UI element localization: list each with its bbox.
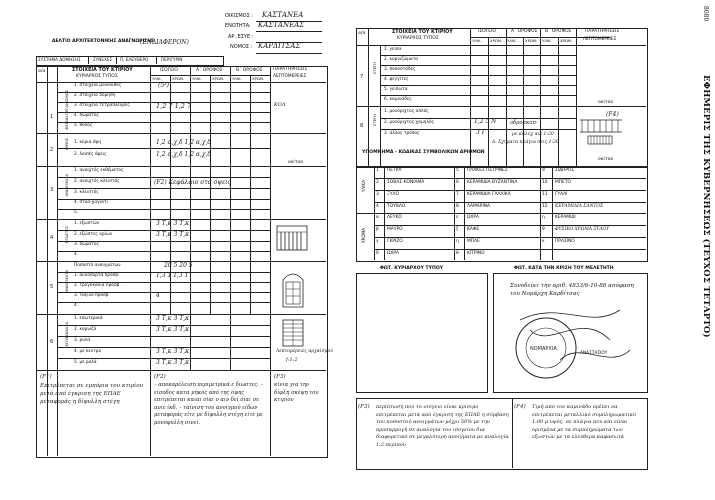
note-f2-marker: (F2) bbox=[154, 374, 166, 380]
legend-cell: ΚΑΦΕ bbox=[467, 227, 480, 232]
legend-cell: 3 bbox=[376, 192, 379, 197]
sub-mat-3: ΥΛΙΚ. bbox=[232, 76, 242, 81]
row-label: 3. κλειστός bbox=[74, 190, 99, 195]
row-label: 2. μονόριχτος χαμηλός bbox=[384, 120, 435, 125]
row-values: (F2) Κεφάλαιο στα όψεις bbox=[154, 179, 231, 186]
row-label: 1. εσωτερικά bbox=[74, 316, 103, 321]
page-number: 8080 bbox=[702, 6, 709, 22]
nomos-label: ΝΟΜΟΣ : bbox=[230, 44, 253, 50]
okito-label: οκίτοο bbox=[288, 160, 304, 165]
row-note: ΚΟΛ bbox=[274, 102, 286, 108]
row-label: Ποσοστό ανοιγμάτων bbox=[74, 263, 121, 268]
svg-text:ΝΟΜΑΡΧΙΑ: ΝΟΜΑΡΧΙΑ bbox=[530, 346, 557, 352]
f4-marker: (F4) bbox=[606, 111, 619, 118]
row-label: 5. με ρολά bbox=[74, 360, 97, 365]
legend-cell: ΚΕΡΑΜΙΔΙΑ ΓΑΛΛΙΚΑ bbox=[467, 192, 511, 197]
okito-label-right-2: οκίτοο bbox=[598, 157, 614, 162]
row-label: 6. καμινάδες bbox=[384, 97, 412, 102]
row-label: 2. εξώστες ορίων bbox=[74, 232, 113, 237]
legend-cell: η bbox=[456, 239, 459, 244]
oikismos-value: ΚΑΣΤΑΝΕΑ bbox=[262, 11, 304, 19]
legend-cell: ΜΑΥΡΟ bbox=[387, 227, 403, 232]
legend-cell: η bbox=[542, 215, 545, 220]
legend-cell: 8 bbox=[456, 204, 459, 209]
header-ground: ΙΣΟΓΕΙΟ bbox=[160, 68, 178, 73]
row-note: υδροσκοπ· bbox=[510, 120, 538, 126]
signature-text: Συνοδεύει την αριθ. 4833/6-10-88 απόφαση του Νομάρχη Καρδίτσας bbox=[510, 283, 634, 298]
section-name: ΕΞΩΣΤΕΣ bbox=[64, 226, 69, 244]
details-label: Λεπτομέρειες αρχαϊσμού bbox=[276, 349, 334, 354]
row-label: 1. γείσα bbox=[384, 47, 402, 52]
header-second: Β΄ ΟΡΟΦΟΣ bbox=[236, 68, 263, 73]
header-element: ΣΤΟΙΧΕΙΑ ΤΟΥ ΚΤΙΡΙΟΥ bbox=[72, 68, 133, 73]
row-label: 5. bbox=[74, 210, 79, 215]
row-label: 4. δώματος bbox=[74, 113, 99, 118]
gazette-title: ΕΦΗΜΕΡΙΣ ΤΗΣ ΚΥΒΕΡΝΗΣΕΩΣ (ΤΕΥΧΟΣ ΤΕΤΑΡΤΟ) bbox=[701, 75, 711, 338]
header-first: Α΄ ΟΡΟΦΟΣ bbox=[196, 68, 223, 73]
r-note-f3-marker: (F3) bbox=[358, 404, 370, 410]
legend-title: ΥΠΟΜΝΗΜΑ - ΚΩΔΙΚΑΣ ΣΥΜΒΟΛΙΚΩΝ ΑΡΙΘΜΩΝ bbox=[362, 150, 485, 155]
note-f2-text: – αποκαρέλειση περιμετρικά ε διωστες. – είσοδος κατα μήκος από της όψης επιτρέπεται καιαι οίαι ο αιν δεί όίαι σε αυιε ίκδ. – ταίνιση του ανοιγμού είδων μεταφοράς είτε με δίφυλλη στέγη είτε με μονόφυλλη σινεί. bbox=[154, 382, 264, 426]
section-name: ΟΨΕΙΣ bbox=[64, 138, 69, 150]
legend-cell: ΣΙΔΗΡΟΣ bbox=[555, 168, 575, 173]
r-sub-2: ΧΡΩΜ. bbox=[490, 38, 503, 43]
row-label: 3. άλλος τρόπος bbox=[384, 131, 420, 136]
row-label: 2. στοιχεία δόμηση bbox=[74, 93, 116, 98]
stamp-name: ΑΝΑΣΤΑΣΙΟΥ bbox=[580, 351, 608, 356]
system-label: ΣΥΣΤΗΜΑ ΔΟΜΗΣΗΣ bbox=[38, 57, 81, 62]
row-values: 3 Τ,κ 3 Τ,κ bbox=[156, 348, 190, 355]
legend-cell: κ bbox=[542, 239, 545, 244]
legend-cell: δ bbox=[376, 251, 379, 256]
r-header-details: ΛΕΠΤΟΜΕΡΕΙΕΣ bbox=[583, 37, 617, 42]
row-label: 3. ρολά bbox=[74, 338, 91, 343]
legend-cell: ΚΕΡΑΜΙΔΙΑ ΣΑΝΤΟΣ bbox=[555, 204, 604, 209]
legend-cell: β bbox=[376, 227, 379, 232]
legend-cell: 10 bbox=[542, 180, 548, 185]
row-values: 3 Τ,κ 3 Τ,κ bbox=[156, 220, 190, 227]
legend-cell: ΩΧΡΑ bbox=[387, 251, 400, 256]
r-header-remarks: ΠΑΡΑΤΗΡΗΣΕΙΣ bbox=[585, 29, 620, 34]
row-label: 4. bbox=[74, 252, 79, 257]
legend-cell: ΚΕΡΑΜΙΔΙ bbox=[555, 215, 576, 220]
note-f3-text: κίνια για την δίφλη σκέψη του κτιρίου bbox=[274, 382, 319, 404]
row-label: 1. κύρια όψη bbox=[74, 140, 102, 145]
legend-cell: ΜΠΛΕ bbox=[467, 239, 480, 244]
legend-cell: ΠΡΑΣΙΝΟ bbox=[555, 239, 575, 244]
colors-label: ΧΡΩΜΑ bbox=[361, 228, 366, 244]
row-label: 3. δώματος bbox=[74, 242, 99, 247]
legend-cell: ε bbox=[456, 215, 459, 220]
legend-cell: 2 bbox=[376, 180, 379, 185]
section-name: ΚΟΥΦΩΜΑΤΑ bbox=[64, 322, 69, 347]
legend-cell: ΩΧΡΑ bbox=[467, 215, 480, 220]
section-name: ΣΤΕΓΗ bbox=[372, 114, 377, 127]
r-sub-3: ΥΛΙΚ. bbox=[507, 38, 517, 43]
legend-cell: 7 bbox=[456, 192, 459, 197]
r-note-f3-text: περίπτωση που το ισόγειο είναι κρίσιμο επιτρέπεται μετά από έγκριση της ΕΠΑΕ η σύμβαση του ποσοστού ανοιγμάτων μέχρι 50% με την προσαρμογή σε αναλογία του ισογείου δια διαφορετικό σε μεγαλύτερη ανοίγματα με αναλογία 1:2 περίπου bbox=[376, 404, 509, 448]
r-sub-4: ΧΡΩΜ. bbox=[525, 38, 538, 43]
photo2-title: ΦΩΤ. ΚΑΤΑ ΤΗΝ ΚΡΙΣΗ ΤΟΥ ΜΕΛΕΤΗΤΗ bbox=[514, 266, 614, 271]
row-label: 1. αυλόπορτα πρόσβ. bbox=[74, 273, 120, 278]
legend-cell: 1 bbox=[376, 168, 379, 173]
row-label: 1. στοιχεία μονόλιθες bbox=[74, 83, 122, 88]
header-aa: α/α bbox=[38, 69, 46, 74]
section-num: 2 bbox=[50, 147, 54, 153]
row-label: 2. κορνιζά bbox=[74, 327, 97, 332]
enotita-label: ΕΝΟΤΗΤΑ: bbox=[225, 23, 251, 29]
row-values: 1,2 α,χ,δ 1,2 α,χ,δ bbox=[156, 151, 212, 158]
row-label: 4. με κεντρο bbox=[74, 349, 102, 354]
section-num: 3 bbox=[50, 187, 54, 193]
legend-cell: α bbox=[376, 215, 379, 220]
system-continuous: ΣΥΝΕΧΕΣ bbox=[93, 57, 113, 62]
photo1-title: ΦΩΤ. ΚΥΡΙΑΡΧΟΥ ΤΥΠΟΥ bbox=[380, 266, 444, 271]
r-header-first: Α΄ ΟΡΟΦΟΣ bbox=[511, 29, 538, 34]
legend-cell: 9 bbox=[542, 168, 545, 173]
oikismos-label: ΟΙΚΙΣΜΟΣ : bbox=[225, 13, 254, 19]
legend-cell: ΓΥΑΛΙ bbox=[555, 192, 568, 197]
section-num: 4 bbox=[50, 235, 54, 241]
header-remarks: ΠΑΡΑΤΗΡΗΣΕΙΣ bbox=[273, 67, 308, 72]
row-values: 3 Τ,κ 3 Τ,κ bbox=[156, 315, 190, 322]
photo1-frame bbox=[356, 273, 488, 393]
form-org-note: (ΕΝΔΙΑΦΕΡΟΝ) bbox=[140, 39, 189, 46]
dm-note: Δ. Σχηματα πλάγια στις 1:20 bbox=[492, 140, 559, 145]
row-label: 4. στοά-χαγιάτι bbox=[74, 200, 108, 205]
note-f3-marker: (F3) bbox=[274, 374, 286, 380]
legend-cell: ΦΥΣΙΚΟ ΧΡΩΜΑ ΞΥΛΟΥ bbox=[555, 227, 610, 232]
sub-col-1: ΧΡΩΜ. bbox=[172, 76, 185, 81]
official-stamp-and-signature bbox=[500, 300, 640, 388]
r-header-element: ΣΤΟΙΧΕΙΑ ΤΟΥ ΚΤΙΡΙΟΥ bbox=[392, 30, 453, 35]
r-note-f4-marker: (F4) bbox=[514, 404, 526, 410]
row-values: 1,2 α,χ,δ 1,2 α,χ,δ bbox=[156, 139, 212, 146]
legend-cell: ΞΥΛΟ bbox=[387, 192, 399, 197]
legend-cell: ΛΑΜΑΡΙΝΑ bbox=[467, 204, 491, 209]
balcony-railing-sketch bbox=[276, 222, 308, 252]
row-values: 3 Ι bbox=[476, 129, 485, 136]
legend-cell: ΓΚΡΙΖΟ bbox=[387, 239, 403, 244]
legend-cell: ΜΠΕΤΟ bbox=[555, 180, 572, 185]
r-sub-1: ΥΛΙΚ. bbox=[472, 38, 482, 43]
section-num: 5 bbox=[50, 284, 54, 290]
row-values: 4 bbox=[156, 292, 160, 299]
row-note: με καλέχ αιε 1:20 bbox=[512, 132, 554, 137]
details-ratio: f:1:2 bbox=[286, 357, 298, 363]
legend-cell: 6 bbox=[456, 180, 459, 185]
sub-col-3: ΧΡΩΜ. bbox=[252, 76, 265, 81]
legend-cell: 5 bbox=[456, 168, 459, 173]
row-label: 1. ανοιχτός εκθέματος bbox=[74, 168, 124, 173]
row-label: 5. θόλος bbox=[74, 123, 93, 128]
enotita-value: ΚΑΣΤΑΝΕΑΣ bbox=[258, 21, 305, 29]
row-values: 1,2 7 1,2 7 bbox=[156, 102, 192, 110]
sub-mat-2: ΥΛΙΚ. bbox=[192, 76, 202, 81]
legend-cell: ζ bbox=[456, 227, 459, 232]
sub-mat-1: ΥΛΙΚ. bbox=[152, 76, 162, 81]
row-values: 1,2 5 Ν bbox=[474, 118, 497, 125]
shutter-sketch bbox=[280, 318, 306, 348]
row-label: 4. φεγγίτες bbox=[384, 77, 409, 82]
roof-tiles-sketch bbox=[578, 118, 624, 146]
nomos-value: ΚΑΡΔΙΤΣΑΣ bbox=[258, 42, 301, 50]
note-f1-marker: (F1) bbox=[40, 374, 52, 380]
section-num: 7 bbox=[360, 74, 364, 80]
legend-cell: θ bbox=[542, 227, 545, 232]
legend-cell: ΚΕΡΑΜΙΔΙΑ ΒΥΖΑΝΤΙΝΑ bbox=[467, 180, 518, 185]
row-label: 3. ποσοστόδες bbox=[384, 67, 416, 72]
legend-cell: ΛΕΥΚΟ bbox=[387, 215, 402, 220]
legend-cell: ΚΙΤΡΙΝΟ bbox=[467, 251, 485, 256]
legend-cell: γ bbox=[376, 239, 379, 244]
row-values: 3 Τ,κ 3 Τ,κ bbox=[156, 326, 190, 333]
r-sub-5: ΥΛΙΚ. bbox=[542, 38, 552, 43]
ar-label: ΑΡ. ΕΣΥΕ : bbox=[228, 34, 254, 40]
okito-label-right: οκίτοο bbox=[598, 100, 614, 105]
row-label: 3. στοιχεία τετράπλευρες bbox=[74, 103, 130, 108]
r-header-element-sub: ΚΥΡΙΑΡΧΟΣ ΤΥΠΟΣ bbox=[397, 36, 439, 41]
row-label: 2. κορνιζώματα bbox=[384, 57, 419, 62]
row-values: 3 Τ,κ 3 Τ,κ bbox=[156, 231, 190, 238]
row-label: 4. bbox=[74, 303, 79, 308]
section-num: 8 bbox=[360, 123, 364, 129]
sub-col-2: ΧΡΩΜ. bbox=[212, 76, 225, 81]
legend-cell: 12 bbox=[542, 204, 548, 209]
row-label: 2. τρυγοκάλια πρόσβ. bbox=[74, 283, 121, 288]
r-header-second: Β΄ ΟΡΟΦΟΣ bbox=[545, 29, 572, 34]
window-sketch bbox=[280, 268, 306, 308]
row-label: 1. εξωστών bbox=[74, 221, 100, 226]
row-values: 20 5 20 5 bbox=[164, 262, 193, 269]
section-name: ΑΝΟΙΓΜΑΤΑ bbox=[64, 174, 69, 197]
system-free: Π. ΕΛΕΥΘΕΡΟ bbox=[120, 57, 149, 62]
row-values: 3 Τ,κ 3 Τ,κ bbox=[156, 359, 190, 366]
legend-cell: ΤΟΥΒΛΟ bbox=[387, 204, 406, 209]
legend-cell: 11 bbox=[542, 192, 548, 197]
r-header-aa: α/α bbox=[358, 31, 366, 36]
section-num: 6 bbox=[50, 339, 54, 345]
r-note-f4-text: Τιμή από τον καμινάδο πρέπει να επιτρέπεται μεταλλικό συμπληρωματικό 1:00 μ υψός. σε πλάγια που και είναι ορισμένα με τα συμπληρώματα των εξωστών με τα ελεύθερα καφασωτά bbox=[532, 404, 637, 440]
row-values: 1,3 1 1,3 1 bbox=[156, 272, 189, 279]
header-element-sub: ΚΥΡΙΑΡΧΟΣ ΤΥΠΟΣ bbox=[76, 74, 118, 79]
materials-label: ΥΛΙΚΑ bbox=[361, 180, 366, 193]
r-sub-6: ΧΡΩΜ. bbox=[560, 38, 573, 43]
legend-cell: ΠΛΑΚΕΣ ΠΕΤΡΙΝΕΣ bbox=[467, 168, 508, 173]
legend-cell: 4 bbox=[376, 204, 379, 209]
section-name: ΣΤΕΓΗ bbox=[372, 62, 377, 75]
system-surround: ΠΕΡΙΓΥΡΙΝ bbox=[161, 57, 183, 62]
row-label: 5. γείσωτα bbox=[384, 87, 408, 92]
form-org: ΔΕΛΤΙΟ ΑΡΧΙΤΕΚΤΟΝΙΚΗΣ ΑΝΑΓΝΩΡΙΣΗΣ bbox=[52, 39, 155, 44]
section-name: ΦΕΡΩΝ ΟΡΓΑΝΙΣΜΟΣ bbox=[64, 90, 69, 130]
row-label: 3. ταξινό πρόσβ. bbox=[74, 293, 110, 298]
r-header-ground: ΙΣΟΓΕΙΟ bbox=[478, 29, 496, 34]
note-f1-text: Επιτρέπεται σε εμπόρια του κτιρίου μετά από έγκριση της ΕΠΑΕ μεταφοράς η δίφυλλη στέγη bbox=[40, 383, 144, 406]
legend-cell: θ bbox=[456, 251, 459, 256]
row-note: (5²) bbox=[158, 82, 169, 89]
row-label: 2. λοιπές όψεις bbox=[74, 152, 107, 157]
section-name: ΑΝΟΙΓΜΑΤΑ bbox=[64, 270, 69, 293]
legend-cell: ΠΕΤΡΑ bbox=[387, 168, 402, 173]
header-details: ΛΕΠΤΟΜΕΡΕΙΕΣ bbox=[273, 74, 307, 79]
row-label: 1. μονόριχτος απλός bbox=[384, 109, 429, 114]
legend-cell: ΣΟΒΑΣ-ΚΟΝΙΑΜΑ bbox=[387, 180, 425, 185]
row-label: 2. ανοιχτός κλειστός bbox=[74, 179, 120, 184]
section-num: 1 bbox=[50, 114, 54, 120]
